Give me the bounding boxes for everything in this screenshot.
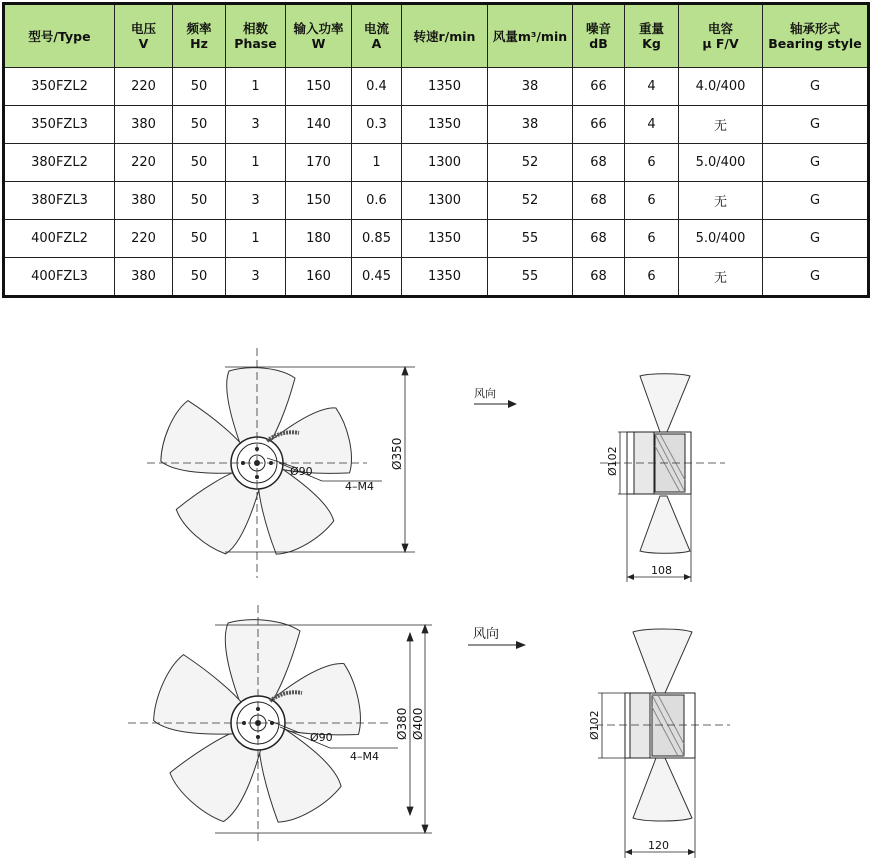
table-cell: 50 (173, 105, 226, 143)
column-header-unit: Hz (190, 36, 208, 51)
table-cell: 3 (226, 257, 286, 296)
table-cell: 52 (488, 143, 573, 181)
table-cell: 68 (573, 257, 625, 296)
table-cell: 6 (625, 181, 679, 219)
top-fan-front-view (147, 348, 382, 578)
column-header-unit: μ F/V (702, 36, 739, 51)
table-cell: 150 (286, 68, 352, 106)
column-header-unit: Bearing style (768, 36, 862, 51)
table-cell: 1300 (402, 181, 488, 219)
top-airflow-label: 风向 (474, 387, 496, 400)
table-cell: 350FZL3 (4, 105, 115, 143)
table-cell: 1 (226, 219, 286, 257)
table-cell: 4 (625, 105, 679, 143)
table-cell: G (763, 181, 869, 219)
bottom-fan-front-view (128, 605, 398, 841)
table-cell: 6 (625, 219, 679, 257)
column-header-label: 输入功率 (293, 21, 344, 36)
table-cell: 无 (679, 257, 763, 296)
column-header-label: 电压 (130, 21, 156, 36)
table-cell: 400FZL2 (4, 219, 115, 257)
table-cell: 50 (173, 181, 226, 219)
top-hub-label: Ø90 (290, 465, 313, 478)
table-cell: 无 (679, 181, 763, 219)
table-cell: 52 (488, 181, 573, 219)
table-cell: 0.6 (352, 181, 402, 219)
top-side-diameter-label: Ø102 (606, 446, 619, 476)
column-header-label: 噪音 (585, 21, 611, 36)
table-cell: 0.4 (352, 68, 402, 106)
table-cell: 380FZL2 (4, 143, 115, 181)
table-cell: 160 (286, 257, 352, 296)
table-cell: 0.85 (352, 219, 402, 257)
table-cell: 5.0/400 (679, 143, 763, 181)
table-cell: 4 (625, 68, 679, 106)
bottom-depth-label: 120 (648, 839, 669, 852)
table-cell: 220 (115, 143, 173, 181)
table-cell: 220 (115, 219, 173, 257)
column-header-unit: dB (589, 36, 608, 51)
table-cell: 50 (173, 68, 226, 106)
column-header-unit: Phase (234, 36, 277, 51)
table-cell: 1 (226, 68, 286, 106)
table-cell: 55 (488, 219, 573, 257)
column-header-label: 轴承形式 (789, 21, 840, 36)
bottom-diameter-label-a: Ø380 (395, 707, 409, 740)
table-cell: G (763, 68, 869, 106)
column-header-unit: Kg (642, 36, 661, 51)
table-cell: G (763, 257, 869, 296)
table-cell: 6 (625, 257, 679, 296)
table-cell: 1300 (402, 143, 488, 181)
table-cell: 38 (488, 105, 573, 143)
bottom-airflow-label: 风向 (473, 627, 500, 642)
table-cell: 380 (115, 181, 173, 219)
bottom-airflow-arrow (468, 641, 526, 649)
table-cell: G (763, 105, 869, 143)
column-header-label: 电流 (363, 21, 389, 36)
bottom-diameter-label-b: Ø400 (411, 707, 425, 740)
column-header-label: 相数 (242, 21, 268, 36)
table-cell: 68 (573, 219, 625, 257)
column-header-unit: W (311, 36, 326, 51)
column-header-label: 重量 (638, 21, 664, 36)
table-cell: G (763, 219, 869, 257)
column-header-label: 频率 (186, 21, 212, 36)
table-cell: 无 (679, 105, 763, 143)
table-cell: 1 (352, 143, 402, 181)
table-cell: 50 (173, 143, 226, 181)
top-depth-label: 108 (651, 564, 672, 577)
table-cell: G (763, 143, 869, 181)
table-cell: 140 (286, 105, 352, 143)
table-cell: 380 (115, 105, 173, 143)
top-bolt-label: 4–M4 (345, 480, 374, 493)
bottom-side-diameter-label: Ø102 (588, 710, 601, 740)
top-diameter-label: Ø350 (390, 437, 404, 470)
top-fan-side-view (600, 374, 725, 582)
table-cell: 380FZL3 (4, 181, 115, 219)
bottom-bolt-label: 4–M4 (350, 750, 379, 763)
column-header-label: 电容 (707, 21, 733, 36)
table-cell: 1350 (402, 219, 488, 257)
table-cell: 380 (115, 257, 173, 296)
bottom-hub-label: Ø90 (310, 731, 333, 744)
column-header-unit: A (371, 36, 382, 51)
top-airflow-arrow (474, 400, 517, 408)
table-cell: 150 (286, 181, 352, 219)
table-cell: 170 (286, 143, 352, 181)
table-cell: 3 (226, 105, 286, 143)
table-cell: 50 (173, 257, 226, 296)
column-header-label: 转速r/min (413, 28, 476, 44)
table-cell: 38 (488, 68, 573, 106)
table-cell: 5.0/400 (679, 219, 763, 257)
column-header-unit: V (138, 36, 149, 51)
table-cell: 68 (573, 181, 625, 219)
bottom-fan-side-view (595, 629, 730, 858)
table-cell: 4.0/400 (679, 68, 763, 106)
table-cell: 180 (286, 219, 352, 257)
table-cell: 3 (226, 181, 286, 219)
column-header-label: 风量m³/min (492, 28, 568, 44)
table-cell: 220 (115, 68, 173, 106)
table-cell: 66 (573, 68, 625, 106)
table-cell: 0.45 (352, 257, 402, 296)
table-cell: 68 (573, 143, 625, 181)
table-cell: 0.3 (352, 105, 402, 143)
table-cell: 1 (226, 143, 286, 181)
table-cell: 50 (173, 219, 226, 257)
table-cell: 1350 (402, 257, 488, 296)
column-header-label: 型号/Type (28, 28, 91, 44)
table-cell: 1350 (402, 68, 488, 106)
table-cell: 6 (625, 143, 679, 181)
table-cell: 400FZL3 (4, 257, 115, 296)
table-cell: 1350 (402, 105, 488, 143)
table-cell: 66 (573, 105, 625, 143)
table-cell: 350FZL2 (4, 68, 115, 106)
table-cell: 55 (488, 257, 573, 296)
